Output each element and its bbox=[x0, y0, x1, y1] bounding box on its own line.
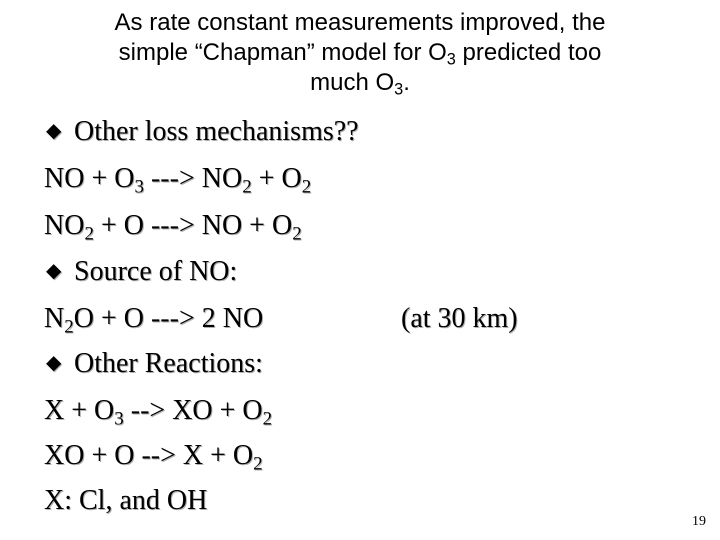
bullet-item-other-reactions bbox=[46, 347, 263, 380]
subscript: 2 bbox=[242, 176, 252, 198]
subscript: 2 bbox=[253, 453, 263, 475]
reaction-text: --> XO + O bbox=[123, 395, 263, 426]
bullet-text: Other Reactions: bbox=[74, 348, 263, 379]
bullet-item-source-no bbox=[46, 255, 237, 288]
reaction-text: + O bbox=[251, 163, 302, 194]
reaction-text: XO + O --> X + O bbox=[44, 440, 254, 471]
reaction-text: NO + O bbox=[44, 163, 135, 194]
subscript: 2 bbox=[64, 316, 74, 338]
bullet-text: Source of NO: bbox=[74, 256, 238, 287]
title-line-1: As rate constant measurements improved, the bbox=[114, 9, 606, 36]
x-species-line bbox=[44, 485, 207, 517]
reaction-x-o3 bbox=[44, 395, 273, 430]
title-text: predicted too bbox=[455, 39, 602, 66]
reaction-no2-o bbox=[44, 210, 302, 245]
title-text: . bbox=[403, 69, 410, 96]
title-text: much O bbox=[310, 69, 395, 96]
diamond-bullet-icon: ◆ bbox=[46, 120, 62, 142]
title-line-3 bbox=[40, 68, 680, 98]
reaction-xo-o bbox=[44, 440, 263, 475]
reaction-text: X + O bbox=[44, 395, 115, 426]
title-line-2 bbox=[40, 38, 680, 68]
page-number: 19 bbox=[692, 514, 706, 529]
diamond-bullet-icon: ◆ bbox=[46, 260, 62, 282]
subscript: 3 bbox=[114, 408, 124, 430]
reaction-no-o3 bbox=[44, 163, 312, 198]
reaction-text: N bbox=[44, 303, 65, 334]
altitude-note: (at 30 km) bbox=[401, 303, 518, 334]
subscript: 2 bbox=[301, 176, 312, 198]
reaction-text: O + O ---> 2 NO bbox=[73, 303, 264, 334]
reaction-text: + O ---> NO + O bbox=[93, 210, 293, 241]
subscript: 2 bbox=[262, 408, 273, 430]
subscript: 2 bbox=[292, 223, 302, 245]
slide-title bbox=[40, 8, 680, 98]
subscript: 3 bbox=[394, 80, 404, 99]
reaction-text: NO bbox=[44, 210, 85, 241]
subscript: 3 bbox=[446, 50, 456, 69]
title-text: simple “Chapman” model for O bbox=[118, 39, 447, 66]
subscript: 2 bbox=[84, 223, 94, 245]
bullet-text: Other loss mechanisms?? bbox=[74, 116, 359, 147]
bullet-item-other-loss bbox=[46, 115, 359, 148]
reaction-text: ---> NO bbox=[143, 163, 243, 194]
subscript: 3 bbox=[134, 176, 144, 198]
reaction-n2o-o bbox=[44, 303, 684, 338]
reaction-text: X: Cl, and OH bbox=[44, 485, 208, 516]
diamond-bullet-icon: ◆ bbox=[46, 352, 62, 374]
